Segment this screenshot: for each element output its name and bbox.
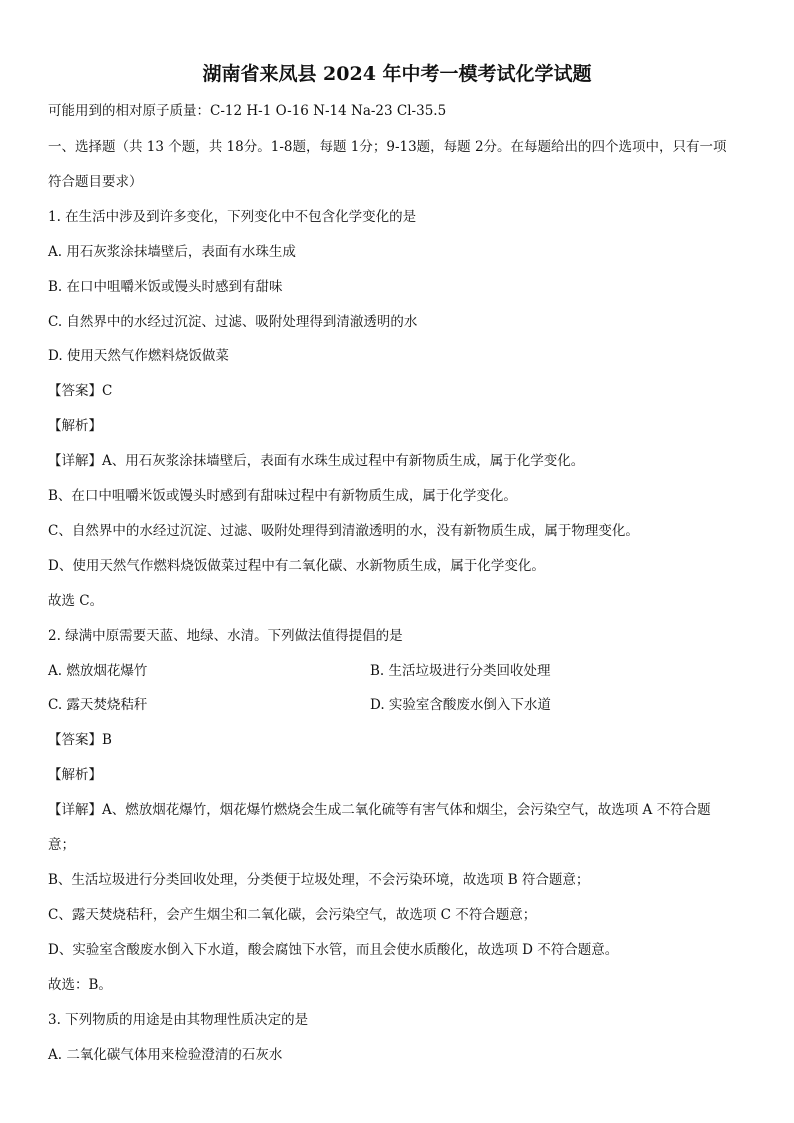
section-heading-line2: 符合题目要求） <box>48 174 143 190</box>
q1-option-d: D. 使用天然气作燃料烧饭做菜 <box>48 348 229 364</box>
q1-option-a: A. 用石灰浆涂抹墙壁后，表面有水珠生成 <box>48 244 296 260</box>
q1-explanation-d: D、使用天然气作燃料烧饭做菜过程中有二氧化碳、水新物质生成，属于化学变化。 <box>48 558 545 574</box>
q1-detail: 【详解】A、用石灰浆涂抹墙壁后，表面有水珠生成过程中有新物质生成，属于化学变化。 <box>48 453 585 469</box>
q1-conclusion: 故选 C。 <box>48 593 104 609</box>
q1-option-c: C. 自然界中的水经过沉淀、过滤、吸附处理得到清澈透明的水 <box>48 314 418 330</box>
q2-detail-line2: 意； <box>48 837 75 853</box>
page-title: 湖南省来凤县 2024 年中考一模考试化学试题 <box>202 63 592 85</box>
q1-answer: 【答案】C <box>48 383 113 399</box>
q2-analysis-heading: 【解析】 <box>48 767 102 783</box>
q1-explanation-b: B、在口中咀嚼米饭或馒头时感到有甜味过程中有新物质生成，属于化学变化。 <box>48 488 517 504</box>
q1-option-b: B. 在口中咀嚼米饭或馒头时感到有甜味 <box>48 279 283 295</box>
q2-stem: 2. 绿满中原需要天蓝、地绿、水清。下列做法值得提倡的是 <box>48 628 403 644</box>
q2-option-a: A. 燃放烟花爆竹 <box>48 663 148 679</box>
atomic-mass-line: 可能用到的相对原子质量：C-12 H-1 O-16 N-14 Na-23 Cl-35.5 <box>48 103 447 119</box>
q3-option-a: A. 二氧化碳气体用来检验澄清的石灰水 <box>48 1047 283 1063</box>
q3-stem: 3. 下列物质的用途是由其物理性质决定的是 <box>48 1012 309 1028</box>
q2-explanation-c: C、露天焚烧秸秆，会产生烟尘和二氧化碳，会污染空气，故选项 C 不符合题意； <box>48 907 537 923</box>
q2-explanation-b: B、生活垃圾进行分类回收处理，分类便于垃圾处理，不会污染环境，故选项 B 符合题意； <box>48 872 590 888</box>
q2-option-d: D. 实验室含酸废水倒入下水道 <box>370 697 551 713</box>
q2-explanation-d: D、实验室含酸废水倒入下水道，酸会腐蚀下水管，而且会使水质酸化，故选项 D 不符合题意。 <box>48 942 619 958</box>
q2-detail-line1: 【详解】A、燃放烟花爆竹，烟花爆竹燃烧会生成二氧化硫等有害气体和烟尘，会污染空气，故选项 A 不符合题 <box>48 802 711 818</box>
q1-stem: 1. 在生活中涉及到许多变化，下列变化中不包含化学变化的是 <box>48 209 417 225</box>
q1-explanation-c: C、自然界中的水经过沉淀、过滤、吸附处理得到清澈透明的水，没有新物质生成，属于物理变化。 <box>48 523 639 539</box>
q2-option-b: B. 生活垃圾进行分类回收处理 <box>370 663 551 679</box>
section-heading-line1: 一、选择题（共 13 个题，共 18分。1-8题，每题 1分；9-13题，每题 2分。在每题给出的四个选项中，只有一项 <box>48 139 727 155</box>
q2-option-c: C. 露天焚烧秸秆 <box>48 697 148 713</box>
q2-answer: 【答案】B <box>48 732 112 748</box>
q1-analysis-heading: 【解析】 <box>48 418 102 434</box>
q2-conclusion: 故选：B。 <box>48 977 112 993</box>
